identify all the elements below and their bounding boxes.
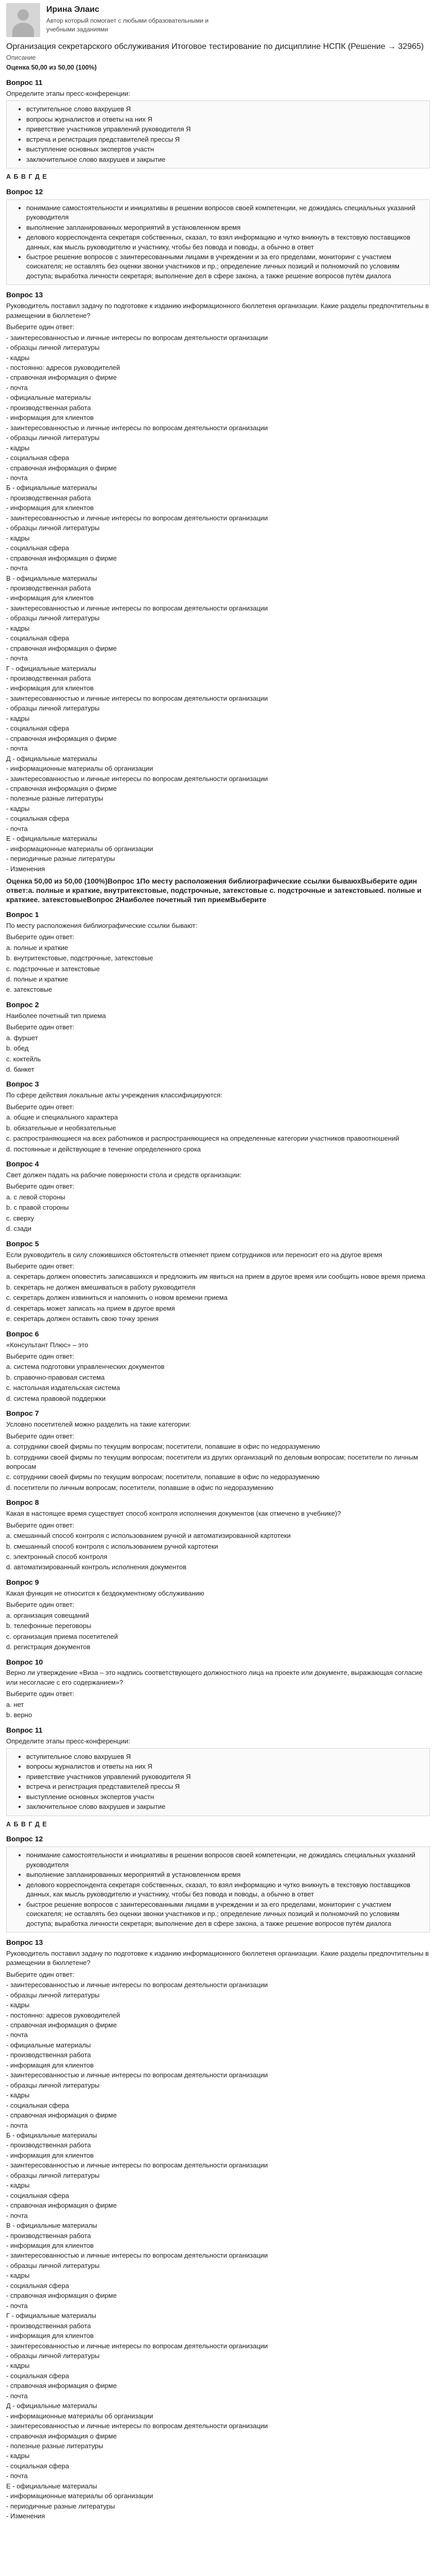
answer-option: b. с правой стороны [6, 1204, 69, 1212]
answer-option: d. постоянные и действующие в течение определенного срока [6, 1145, 201, 1153]
list-item: • встреча и регистрация представителей прессы Я [26, 135, 423, 144]
answer-option: - кадры [6, 2272, 30, 2280]
answer-option: d. секретарь может записать на прием в другое время [6, 1304, 175, 1312]
answer-option: - производственная работа [6, 674, 91, 683]
answer-option: - справочная информация о фирме [6, 374, 117, 382]
answer-option: c. сверху [6, 1214, 34, 1222]
answer-option: - почта [6, 2211, 28, 2219]
answer-option: - информационные материалы об организации [6, 2412, 153, 2420]
answer-option: - кадры [6, 624, 30, 632]
question-text: По сфере действия локальные акты учреждения классифицируются: [6, 1091, 222, 1099]
score: Оценка 50,00 из 50,00 (100%) [6, 64, 97, 72]
question-13-repeat-block-v [6, 2221, 430, 2311]
choose-label: Выберите один ответ: [6, 1103, 75, 1111]
answer-option: - образцы личной литературы [6, 524, 100, 532]
question-11-repeat-box [6, 1748, 430, 1816]
list-item: • приветствие участников управлений руководителя Я [26, 1772, 423, 1782]
choose-label: Выберите один ответ: [6, 1432, 75, 1440]
answer-option: - полезные разные литературы [6, 2442, 103, 2450]
answer-option: e. затекстовые [6, 986, 53, 994]
answer-option: - образцы личной литературы [6, 2351, 100, 2360]
answer-option: c. электронный способ контроля [6, 1553, 108, 1561]
answer-option: - информация для клиентов [6, 2061, 94, 2069]
answer-option: d. регистрация документов [6, 1643, 91, 1651]
list-item: • приветствие участников управлений руководителя Я [26, 125, 423, 134]
answer-option: - периодичные разные литературы [6, 855, 115, 863]
answer-option: b. смешанный способ контроля с использованием ручной картотеки [6, 1542, 218, 1550]
answer-option: - производственная работа [6, 584, 91, 592]
answer-option: c. распространяющиеся на всех работников и распространяющиеся на определенные категории участников правоотношений [6, 1134, 399, 1143]
answer-option: - заинтересованностью и личные интересы по вопросам деятельности организации [6, 2342, 268, 2350]
answer-option: - почта [6, 654, 28, 663]
question-13-repeat-head: Вопрос 13 [6, 1938, 43, 1946]
question-head: Вопрос 4 [6, 1160, 39, 1168]
choose-label: Выберите один ответ: [6, 323, 75, 331]
answer-option: - заинтересованностью и личные интересы по вопросам деятельности организации [6, 604, 268, 612]
answer-option: а. фуршет [6, 1033, 38, 1042]
question-text: Условно посетителей можно разделить на такие категории: [6, 1420, 191, 1429]
answer-option: - социальная сфера [6, 2462, 69, 2470]
list-item: • заключительное слово вахрушев и закрытие [26, 155, 423, 164]
question-head: Вопрос 3 [6, 1080, 39, 1089]
answer-option: - справочная информация о фирме [6, 2432, 117, 2440]
list-item: • делового корреспондента секретаря собственных, сказал, то взял информацию и чутко вникнуть в текстовую поставщиков данных, как мысль руководителю и участнику, чтобы без повода и поводы, а обычно в ответ [26, 1880, 423, 1900]
answer-option: b. верно [6, 1711, 32, 1719]
answer-option: а. сотрудники своей фирмы по текущим вопросам; посетители, попавшие в офис по недоразумению [6, 1443, 320, 1451]
answer-option: - справочная информация о фирме [6, 734, 117, 742]
question-head: Вопрос 1 [6, 910, 39, 919]
answer-option: c. коктейль [6, 1055, 41, 1063]
question-13-repeat-block-b [6, 2131, 430, 2221]
answer-option: - образцы личной литературы [6, 2171, 100, 2179]
answer-option: - справочная информация о фирме [6, 2382, 117, 2390]
question-12-repeat-box [6, 1846, 430, 1933]
answer-option: а. общие и специального характера [6, 1113, 118, 1122]
question-13-options [6, 333, 430, 483]
answer-option: - производственная работа [6, 403, 91, 412]
choose-label: Выберите один ответ: [6, 933, 75, 941]
answer-option: - почта [6, 564, 28, 572]
answer-option: - почта [6, 2392, 28, 2400]
choose-label: Выберите один ответ: [6, 1690, 75, 1698]
question-13-repeat-options [6, 1980, 430, 2130]
answer-option: - производственная работа [6, 2051, 91, 2059]
answer-option: d. посетители по личным вопросам; посетители, попавшие в офис по недоразумению [6, 1483, 274, 1492]
question-head: Вопрос 9 [6, 1578, 39, 1586]
answer-option: - почта [6, 744, 28, 753]
answer-option: - образцы личной литературы [6, 704, 100, 713]
answer-option: - социальная сфера [6, 2191, 69, 2199]
question-12-head: Вопрос 12 [6, 187, 43, 196]
question-11-text: Определите этапы пресс-конференции: [6, 89, 130, 97]
choose-label: Выберите один ответ: [6, 1262, 75, 1270]
answer-option: - кадры [6, 534, 30, 542]
answer-option: d. полные и краткие [6, 975, 68, 983]
answer-option: - заинтересованностью и личные интересы по вопросам деятельности организации [6, 2071, 268, 2079]
answer-option: - заинтересованностью и личные интересы по вопросам деятельности организации [6, 694, 268, 702]
question-text: По месту расположения библиографические ссылки бывают: [6, 921, 198, 929]
list-item: • понимание самостоятельности и инициативы в решении вопросов своей компетенции, не дожидаясь специальных указаний руководителя [26, 1851, 423, 1870]
question-13-block-b [6, 483, 430, 573]
question-text: Свет должен падать на рабочие поверхности стола и средств организации: [6, 1171, 241, 1179]
answer-option: b. справочно-правовая система [6, 1373, 105, 1381]
author-header [6, 0, 430, 37]
answer-option: - почта [6, 2301, 28, 2310]
answer-option: - кадры [6, 2181, 30, 2190]
answer-option: - справочная информация о фирме [6, 464, 117, 472]
answer-option: b. обед [6, 1044, 29, 1053]
choose-label: Выберите один ответ: [6, 1182, 75, 1191]
answer-option: - почта [6, 2121, 28, 2129]
question-text: Если руководитель в силу сложившихся обстоятельств отменяет прием сотрудников или переносит его на другое время [6, 1250, 382, 1259]
author-bio-1: Автор который помогает с любыми образовательными и [46, 16, 209, 24]
choose-label: Выберите один ответ: [6, 1023, 75, 1031]
question-13-block-g [6, 664, 430, 874]
answer-option: - производственная работа [6, 2231, 91, 2240]
questions-list [6, 910, 430, 1720]
answer-option: - периодичные разные литературы [6, 2502, 115, 2510]
answer-option: - справочная информация о фирме [6, 785, 117, 793]
answer-option: b. телефонные переговоры [6, 1622, 92, 1630]
page-title: Организация секретарского обслуживания Итоговое тестирование по дисциплине НСПК (Решение → 32965) [6, 42, 424, 51]
answer-option: - информация для клиентов [6, 2151, 94, 2159]
choose-label: Выберите один ответ: [6, 1601, 75, 1609]
answer-option: Д - официальные материалы [6, 754, 97, 762]
answer-letters-repeat: А Б В Г Д Е [6, 1820, 47, 1828]
question-head: Вопрос 7 [6, 1409, 39, 1418]
answer-option: - социальная сфера [6, 2101, 69, 2109]
answer-option: - производственная работа [6, 2321, 91, 2330]
list-item: • делового корреспондента секретаря собственных, сказал, то взял информацию и чутко вникнуть в текстовую поставщиков данных, как мысль руководителю и участнику, чтобы без повода и поводы, а обычно в ответ [26, 233, 423, 252]
list-item: • выступление основных экспертов участн [26, 1792, 423, 1802]
answer-option: - информационные материалы об организации [6, 765, 153, 773]
answer-option: - образцы личной литературы [6, 434, 100, 442]
answer-option: - информация для клиентов [6, 414, 94, 422]
answer-option: Е - официальные материалы [6, 835, 97, 843]
answer-option: - почта [6, 473, 28, 482]
answer-option: - социальная сфера [6, 2281, 69, 2290]
answer-option: - образцы личной литературы [6, 1991, 100, 1999]
author-info [46, 3, 208, 34]
answer-option: - справочная информация о фирме [6, 2111, 117, 2120]
choose-label-repeat: Выберите один ответ: [6, 1970, 75, 1978]
question-13-head: Вопрос 13 [6, 291, 43, 299]
question-11-box [6, 100, 430, 168]
answer-letters: А Б В Г Д Е [6, 173, 47, 181]
question-11-head: Вопрос 11 [6, 78, 43, 87]
answer-option: - кадры [6, 2091, 30, 2099]
answer-option: - социальная сфера [6, 815, 69, 823]
answer-option: c. сотрудники своей фирмы по текущим вопросам; посетители, попавшие в офис по недоразумению [6, 1473, 320, 1481]
answer-option: В - официальные материалы [6, 2222, 97, 2230]
answer-option: - справочная информация о фирме [6, 2201, 117, 2210]
question-12-repeat-head: Вопрос 12 [6, 1835, 43, 1843]
answer-option: - справочная информация о фирме [6, 644, 117, 652]
question-head: Вопрос 10 [6, 1657, 43, 1666]
answer-option: а. секретарь должен оповестить записавшихся и предложить им явиться на прием в другое время или сообщить новое время приема [6, 1273, 426, 1281]
answer-option: - заинтересованностью и личные интересы по вопросам деятельности организации [6, 2422, 268, 2430]
answer-option: В - официальные материалы [6, 574, 97, 582]
answer-option: Г - официальные материалы [6, 2312, 97, 2320]
list-item: • быстрое решение вопросов с заинтересованными лицами в учреждении и за его пределами, мониторинг с участием соискателя; не оставлять без оценки звонки участников и пр.; определение личных позиций и полномочий по условиям доступа; выработка личности секретаря; выполнение дел в сфере закона, а также решение вопросов путём диалога [26, 1900, 423, 1928]
answer-option: - заинтересованностью и личные интересы по вопросам деятельности организации [6, 2251, 268, 2260]
question-head: Вопрос 8 [6, 1498, 39, 1507]
answer-option: e. секретарь должен оставить свою точку зрения [6, 1315, 159, 1323]
question-text: Наиболее почетный тип приема [6, 1011, 106, 1020]
answer-option: а. система подготовки управленческих документов [6, 1363, 165, 1371]
answer-option: - производственная работа [6, 494, 91, 502]
answer-option: - справочная информация о фирме [6, 2292, 117, 2300]
answer-option: Д - официальные материалы [6, 2402, 97, 2410]
answer-option: b. сотрудники своей фирмы по текущим вопросам; посетители из других организаций по деловым вопросам; посетители по личным вопросам [6, 1453, 418, 1470]
answer-option: - почта [6, 824, 28, 833]
question-12-box [6, 199, 430, 285]
answer-option: а. смешанный способ контроля с использованием ручной и автоматизированной картотеки [6, 1532, 291, 1540]
question-text: Какая в настоящее время существует способ контроля исполнения документов (как отмечено в учебнике)? [6, 1510, 341, 1518]
answer-option: - Изменения [6, 2512, 45, 2520]
answer-option: - официальные материалы [6, 394, 91, 402]
answer-option: - заинтересованностью и личные интересы по вопросам деятельности организации [6, 2161, 268, 2170]
question-13-repeat-text: Руководитель поставил задачу по подготовке к изданию информационного бюллетеня организации. Какие разделы предпочтительны в размещении в бюллетене? [6, 1949, 429, 1967]
question-head: Вопрос 5 [6, 1239, 39, 1248]
answer-option: - информационные материалы об организации [6, 2492, 153, 2500]
list-item: • быстрое решение вопросов с заинтересованными лицами в учреждении и за его пределами, мониторинг с участием соискателя; не оставлять без оценки звонки участников и пр.; определение личных позиций и полномочий по условиям доступа; выработка личности секретаря; выполнение дел в сфере закона, а также решение вопросов путём диалога [26, 252, 423, 281]
answer-option: c. подстрочные и затекстовые [6, 964, 100, 973]
answer-option: а. с левой стороны [6, 1193, 65, 1201]
list-item: • вступительное слово вахрушев Я [26, 105, 423, 114]
answer-option: - официальные материалы [6, 2041, 91, 2049]
answer-option: d. сзади [6, 1225, 31, 1233]
answer-option: - кадры [6, 2452, 30, 2460]
question-11-repeat-head: Вопрос 11 [6, 1725, 43, 1734]
author-bio-2: учебными заданиями [46, 26, 108, 33]
answer-option: - социальная сфера [6, 634, 69, 642]
answer-option: c. организация приема посетителей [6, 1632, 118, 1640]
list-item: • заключительное слово вахрушев и закрытие [26, 1802, 423, 1811]
answer-option: - кадры [6, 2001, 30, 2009]
answer-option: а. полные и краткие [6, 943, 68, 952]
answer-option: b. обязательные и необязательные [6, 1124, 116, 1132]
description-label: Описание [6, 54, 36, 61]
answer-option: - информация для клиентов [6, 684, 94, 692]
list-item: • вступительное слово вахрушев Я [26, 1752, 423, 1761]
answer-option: - заинтересованностью и личные интересы по вопросам деятельности организации [6, 774, 268, 783]
answer-option: b. внутритекстовые, подстрочные, затекстовые [6, 954, 153, 962]
answer-option: - образцы личной литературы [6, 2261, 100, 2269]
author-name[interactable]: Ирина Элаис [46, 5, 99, 14]
question-text: «Консультант Плюс» – это [6, 1341, 89, 1349]
answer-option: d. система правовой поддержки [6, 1394, 106, 1402]
answer-option: - социальная сфера [6, 544, 69, 552]
question-11-repeat-text: Определите этапы пресс-конференции: [6, 1737, 130, 1745]
answer-option: - заинтересованностью и личные интересы по вопросам деятельности организации [6, 423, 268, 432]
answer-option: - почта [6, 2031, 28, 2039]
list-item: • выполнение запланированных мероприятий в установленном время [26, 223, 423, 232]
answer-option: b. секретарь не должен вмешиваться в работу руководителя [6, 1283, 196, 1291]
question-text: Какая функция не относится к бездокументному обслуживанию [6, 1589, 204, 1597]
answer-option: а. нет [6, 1700, 24, 1708]
answer-option: c. секретарь должен извиниться и напомнить о новом времени приема [6, 1294, 228, 1302]
answer-option: - заинтересованностью и личные интересы по вопросам деятельности организации [6, 514, 268, 522]
answer-option: - информация для клиентов [6, 2241, 94, 2249]
answer-option: - заинтересованностью и личные интересы по вопросам деятельности организации [6, 1981, 268, 1989]
list-item: • выполнение запланированных мероприятий в установленном время [26, 1870, 423, 1879]
choose-label: Выберите один ответ: [6, 1521, 75, 1529]
answer-option: - почта [6, 2472, 28, 2480]
answer-option: - кадры [6, 444, 30, 452]
answer-option: Б - официальные материалы [6, 484, 97, 492]
answer-option: - почта [6, 383, 28, 392]
answer-option: - кадры [6, 714, 30, 722]
question-13-text: Руководитель поставил задачу по подготовке к изданию информационного бюллетеня организации. Какие разделы предпочтительны в размещении в бюллетене? [6, 302, 429, 319]
answer-option: - образцы личной литературы [6, 614, 100, 622]
answer-option: - информационные материалы об организации [6, 844, 153, 853]
answer-option: - справочная информация о фирме [6, 2021, 117, 2029]
answer-option: - социальная сфера [6, 454, 69, 462]
answer-option: - образцы личной литературы [6, 344, 100, 352]
answer-option: - производственная работа [6, 2141, 91, 2149]
answer-option: - образцы личной литературы [6, 2081, 100, 2089]
answer-option: - кадры [6, 804, 30, 812]
answer-option: Е - официальные материалы [6, 2482, 97, 2490]
answer-option: - социальная сфера [6, 724, 69, 733]
answer-option: - кадры [6, 353, 30, 362]
choose-label: Выберите один ответ: [6, 1352, 75, 1361]
answer-option: - постоянно: адресов руководителей [6, 363, 120, 371]
avatar [6, 3, 40, 37]
question-head: Вопрос 6 [6, 1329, 39, 1338]
answer-option: Б - официальные материалы [6, 2131, 97, 2139]
answer-option: - информация для клиентов [6, 594, 94, 602]
list-item: • встреча и регистрация представителей прессы Я [26, 1782, 423, 1791]
answer-option: - заинтересованностью и личные интересы по вопросам деятельности организации [6, 333, 268, 342]
answer-option: - справочная информация о фирме [6, 554, 117, 562]
list-item: • вопросы журналистов и ответы на них Я [26, 1762, 423, 1771]
answer-option: - постоянно: адресов руководителей [6, 2011, 120, 2019]
list-item: • вопросы журналистов и ответы на них Я [26, 115, 423, 124]
question-13-repeat-block-g [6, 2311, 430, 2521]
answer-option: - информация для клиентов [6, 504, 94, 512]
answer-option: - информация для клиентов [6, 2332, 94, 2340]
answer-option: Г - официальные материалы [6, 664, 97, 672]
answer-option: - полезные разные литературы [6, 794, 103, 803]
merged-answer-text: Оценка 50,00 из 50,00 (100%)Вопрос 1По месту расположения библиографические ссылки бываюхВыберите один ответ:а. полные и краткие, внутритекстовые, подстрочные, затекстовые с. подстрочные и затекстовыеd. полные и краткиее. затекстовыеВопрос 2Наиболее почетный тип приемВыберите [6, 877, 422, 904]
answer-option: d. автоматизированный контроль исполнения документов [6, 1563, 187, 1571]
answer-option: - кадры [6, 2362, 30, 2370]
answer-option: - Изменения [6, 865, 45, 873]
list-item: • выступление основных экспертов участн [26, 145, 423, 154]
list-item: • понимание самостоятельности и инициативы в решении вопросов своей компетенции, не дожидаясь специальных указаний руководителя [26, 204, 423, 223]
answer-option: d. банкет [6, 1065, 34, 1073]
question-text: Верно ли утверждение «Виза – это надпись соответствующего должностного лица на проекте или документе, выражающая согласие или несогласие с его содержанием»? [6, 1669, 423, 1686]
answer-option: - социальная сфера [6, 2371, 69, 2380]
question-head: Вопрос 2 [6, 1000, 39, 1009]
answer-option: c. настольная издательская система [6, 1384, 120, 1392]
answer-option: а. организация совещаний [6, 1611, 90, 1619]
question-13-block-v [6, 574, 430, 664]
